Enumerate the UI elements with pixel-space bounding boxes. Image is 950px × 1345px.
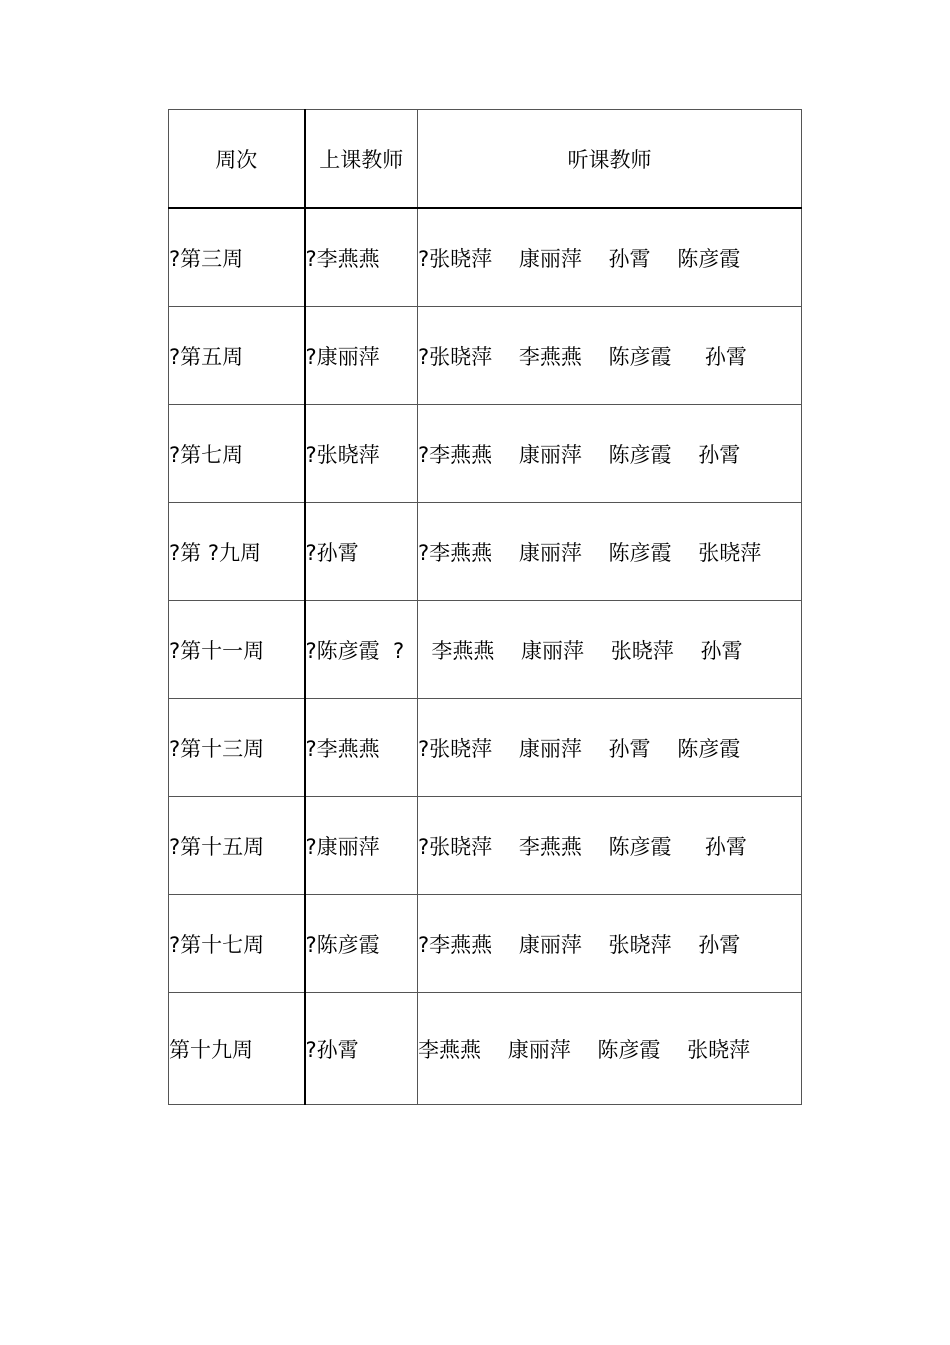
listeners-cell: ?李燕燕 康丽萍 张晓萍 孙霄 — [418, 895, 802, 993]
teacher-cell: ?孙霄 — [305, 503, 418, 601]
week-cell: ?第十一周 — [169, 601, 305, 699]
table-row — [169, 208, 802, 307]
teacher-cell: ?陈彦霞 — [305, 895, 418, 993]
table-row — [169, 699, 802, 797]
teacher-cell: ?李燕燕 — [305, 699, 418, 797]
table-row — [169, 503, 802, 601]
listeners-cell: ?张晓萍 李燕燕 陈彦霞 孙霄 — [418, 307, 802, 405]
header-row — [169, 110, 802, 209]
week-cell: 第十九周 — [169, 993, 305, 1105]
listeners-cell: ?张晓萍 李燕燕 陈彦霞 孙霄 — [418, 797, 802, 895]
week-cell: ?第三周 — [169, 208, 305, 307]
table-row — [169, 307, 802, 405]
teacher-cell: ?李燕燕 — [305, 208, 418, 307]
table-row — [169, 797, 802, 895]
listeners-cell: 李燕燕 康丽萍 张晓萍 孙霄 — [418, 601, 802, 699]
table-row — [169, 405, 802, 503]
listeners-cell: ?张晓萍 康丽萍 孙霄 陈彦霞 — [418, 208, 802, 307]
week-cell: ?第十三周 — [169, 699, 305, 797]
teacher-cell: ?孙霄 — [305, 993, 418, 1105]
listeners-cell: 李燕燕 康丽萍 陈彦霞 张晓萍 — [418, 993, 802, 1105]
table-row — [169, 601, 802, 699]
teacher-cell: ?康丽萍 — [305, 797, 418, 895]
header-listeners: 听课教师 — [418, 110, 802, 209]
week-cell: ?第十五周 — [169, 797, 305, 895]
teacher-cell: ?张晓萍 — [305, 405, 418, 503]
schedule-table — [168, 109, 802, 1105]
teacher-cell: ?陈彦霞 ? — [305, 601, 418, 699]
listeners-cell: ?张晓萍 康丽萍 孙霄 陈彦霞 — [418, 699, 802, 797]
listeners-cell: ?李燕燕 康丽萍 陈彦霞 孙霄 — [418, 405, 802, 503]
header-week: 周次 — [169, 110, 305, 209]
table-row — [169, 895, 802, 993]
week-cell: ?第 ?九周 — [169, 503, 305, 601]
header-teacher: 上课教师 — [305, 110, 418, 209]
week-cell: ?第五周 — [169, 307, 305, 405]
week-cell: ?第七周 — [169, 405, 305, 503]
teacher-cell: ?康丽萍 — [305, 307, 418, 405]
week-cell: ?第十七周 — [169, 895, 305, 993]
listeners-cell: ?李燕燕 康丽萍 陈彦霞 张晓萍 — [418, 503, 802, 601]
table-row — [169, 993, 802, 1105]
